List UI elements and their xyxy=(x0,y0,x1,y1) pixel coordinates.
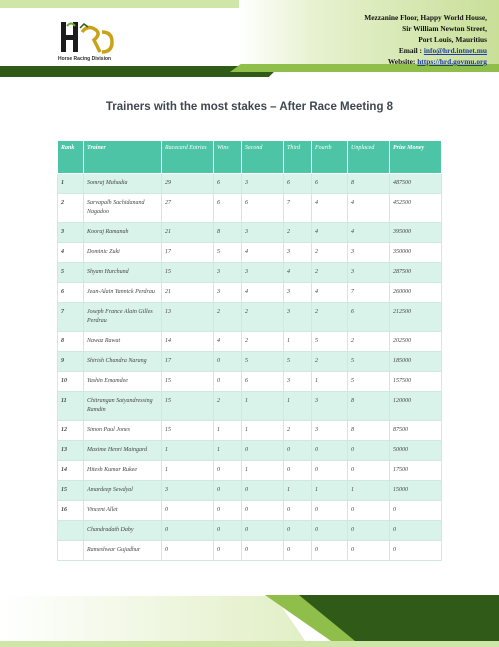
website-line xyxy=(364,56,487,67)
cell-prize-money: 202500 xyxy=(390,332,442,352)
cell-second: 6 xyxy=(242,372,284,392)
cell-trainer: Jean-Alain Yannick Perdrau xyxy=(84,283,162,303)
cell-racecard-entries: 17 xyxy=(162,243,214,263)
cell-unplaced: 2 xyxy=(348,332,390,352)
cell-third: 1 xyxy=(284,392,312,421)
cell-wins: 5 xyxy=(214,243,242,263)
cell-fourth: 6 xyxy=(312,174,348,194)
cell-prize-money: 0 xyxy=(390,541,442,561)
table-row xyxy=(58,441,442,461)
cell-third: 2 xyxy=(284,223,312,243)
cell-third: 6 xyxy=(284,174,312,194)
cell-fourth: 2 xyxy=(312,263,348,283)
cell-third: 1 xyxy=(284,481,312,501)
trainers-table xyxy=(57,140,442,561)
cell-third: 7 xyxy=(284,194,312,223)
cell-rank: 14 xyxy=(58,461,84,481)
cell-unplaced: 3 xyxy=(348,243,390,263)
table-row xyxy=(58,481,442,501)
cell-rank xyxy=(58,521,84,541)
cell-trainer: Amardeep Sewdyal xyxy=(84,481,162,501)
cell-fourth: 0 xyxy=(312,521,348,541)
cell-rank: 12 xyxy=(58,421,84,441)
cell-trainer: Maxime Henri Maingard xyxy=(84,441,162,461)
cell-second: 4 xyxy=(242,283,284,303)
cell-third: 0 xyxy=(284,541,312,561)
table-row xyxy=(58,283,442,303)
cell-rank: 1 xyxy=(58,174,84,194)
cell-racecard-entries: 3 xyxy=(162,481,214,501)
cell-prize-money: 452500 xyxy=(390,194,442,223)
cell-racecard-entries: 17 xyxy=(162,352,214,372)
cell-rank: 3 xyxy=(58,223,84,243)
cell-prize-money: 350000 xyxy=(390,243,442,263)
cell-prize-money: 0 xyxy=(390,501,442,521)
cell-third: 5 xyxy=(284,352,312,372)
cell-third: 3 xyxy=(284,372,312,392)
col-header-fourth: Fourth xyxy=(312,141,348,174)
cell-fourth: 4 xyxy=(312,283,348,303)
cell-third: 1 xyxy=(284,332,312,352)
cell-third: 4 xyxy=(284,263,312,283)
cell-prize-money: 87500 xyxy=(390,421,442,441)
cell-trainer: Somraj Mahadia xyxy=(84,174,162,194)
cell-unplaced: 5 xyxy=(348,352,390,372)
cell-rank xyxy=(58,541,84,561)
cell-third: 3 xyxy=(284,243,312,263)
cell-wins: 1 xyxy=(214,421,242,441)
cell-trainer: Sarvapalh Sachidanand Nagadoo xyxy=(84,194,162,223)
cell-fourth: 5 xyxy=(312,332,348,352)
cell-racecard-entries: 0 xyxy=(162,541,214,561)
cell-second: 0 xyxy=(242,481,284,501)
website-label: Website: xyxy=(387,57,418,66)
cell-fourth: 3 xyxy=(312,421,348,441)
table-row xyxy=(58,372,442,392)
table-row xyxy=(58,303,442,332)
cell-rank: 4 xyxy=(58,243,84,263)
cell-wins: 8 xyxy=(214,223,242,243)
table-row xyxy=(58,501,442,521)
address-line-2: Sir William Newton Street, xyxy=(402,24,487,33)
cell-third: 0 xyxy=(284,501,312,521)
cell-fourth: 0 xyxy=(312,441,348,461)
cell-fourth: 1 xyxy=(312,372,348,392)
cell-wins: 3 xyxy=(214,283,242,303)
cell-rank: 2 xyxy=(58,194,84,223)
table-row xyxy=(58,223,442,243)
cell-prize-money: 157500 xyxy=(390,372,442,392)
cell-trainer: Dominic Zuki xyxy=(84,243,162,263)
cell-wins: 2 xyxy=(214,303,242,332)
cell-second: 3 xyxy=(242,263,284,283)
cell-unplaced: 6 xyxy=(348,303,390,332)
col-header-third: Third xyxy=(284,141,312,174)
cell-prize-money: 260000 xyxy=(390,283,442,303)
table-row xyxy=(58,263,442,283)
cell-rank: 8 xyxy=(58,332,84,352)
cell-trainer: Joseph France Alain Gilles Perdrau xyxy=(84,303,162,332)
cell-unplaced: 8 xyxy=(348,174,390,194)
table-row xyxy=(58,194,442,223)
cell-second: 0 xyxy=(242,541,284,561)
cell-rank: 5 xyxy=(58,263,84,283)
cell-prize-money: 17500 xyxy=(390,461,442,481)
cell-rank: 10 xyxy=(58,372,84,392)
cell-fourth: 4 xyxy=(312,194,348,223)
cell-second: 1 xyxy=(242,392,284,421)
cell-unplaced: 0 xyxy=(348,541,390,561)
cell-second: 0 xyxy=(242,441,284,461)
cell-racecard-entries: 13 xyxy=(162,303,214,332)
cell-fourth: 0 xyxy=(312,501,348,521)
cell-racecard-entries: 0 xyxy=(162,501,214,521)
cell-third: 2 xyxy=(284,421,312,441)
cell-wins: 0 xyxy=(214,481,242,501)
cell-wins: 0 xyxy=(214,352,242,372)
table-row xyxy=(58,243,442,263)
logo-caption: Horse Racing Division xyxy=(58,56,112,62)
cell-second: 0 xyxy=(242,521,284,541)
email-label: Email : xyxy=(398,46,424,55)
cell-racecard-entries: 15 xyxy=(162,263,214,283)
cell-racecard-entries: 29 xyxy=(162,174,214,194)
email-line xyxy=(364,45,487,56)
col-header-wins: Wins xyxy=(214,141,242,174)
cell-trainer: Shirish Chandra Narang xyxy=(84,352,162,372)
cell-rank: 6 xyxy=(58,283,84,303)
cell-unplaced: 0 xyxy=(348,501,390,521)
cell-wins: 3 xyxy=(214,263,242,283)
cell-fourth: 2 xyxy=(312,352,348,372)
table-row xyxy=(58,421,442,441)
address-line-1: Mezzanine Floor, Happy World House, xyxy=(364,13,487,22)
table-row xyxy=(58,174,442,194)
cell-racecard-entries: 15 xyxy=(162,372,214,392)
cell-fourth: 1 xyxy=(312,481,348,501)
cell-unplaced: 5 xyxy=(348,372,390,392)
cell-unplaced: 0 xyxy=(348,441,390,461)
col-header-rank: Rank xyxy=(58,141,84,174)
cell-prize-money: 212500 xyxy=(390,303,442,332)
cell-prize-money: 15000 xyxy=(390,481,442,501)
cell-second: 5 xyxy=(242,352,284,372)
cell-trainer: Shyam Hurchund xyxy=(84,263,162,283)
cell-trainer: Kooraj Ramanah xyxy=(84,223,162,243)
cell-rank: 15 xyxy=(58,481,84,501)
cell-wins: 0 xyxy=(214,461,242,481)
cell-racecard-entries: 14 xyxy=(162,332,214,352)
cell-fourth: 4 xyxy=(312,223,348,243)
address-block xyxy=(364,12,487,67)
table-row xyxy=(58,521,442,541)
cell-wins: 4 xyxy=(214,332,242,352)
col-header-trainer: Trainer xyxy=(84,141,162,174)
address-line-3: Port Louis, Mauritius xyxy=(418,35,487,44)
cell-second: 4 xyxy=(242,243,284,263)
cell-rank: 16 xyxy=(58,501,84,521)
cell-wins: 0 xyxy=(214,521,242,541)
cell-wins: 6 xyxy=(214,174,242,194)
cell-racecard-entries: 1 xyxy=(162,461,214,481)
cell-unplaced: 0 xyxy=(348,521,390,541)
cell-prize-money: 487500 xyxy=(390,174,442,194)
cell-racecard-entries: 21 xyxy=(162,283,214,303)
cell-fourth: 3 xyxy=(312,392,348,421)
cell-rank: 9 xyxy=(58,352,84,372)
cell-third: 0 xyxy=(284,441,312,461)
cell-rank: 7 xyxy=(58,303,84,332)
cell-fourth: 0 xyxy=(312,461,348,481)
cell-wins: 0 xyxy=(214,501,242,521)
cell-trainer: Vincent Allet xyxy=(84,501,162,521)
cell-unplaced: 7 xyxy=(348,283,390,303)
cell-racecard-entries: 0 xyxy=(162,521,214,541)
cell-trainer: Rameshwar Gujadhur xyxy=(84,541,162,561)
cell-trainer: Simon Paul Jones xyxy=(84,421,162,441)
cell-second: 3 xyxy=(242,223,284,243)
cell-prize-money: 0 xyxy=(390,521,442,541)
cell-second: 3 xyxy=(242,174,284,194)
page-title: Trainers with the most stakes – After Race Meeting 8 xyxy=(105,101,394,113)
cell-fourth: 2 xyxy=(312,303,348,332)
website-link[interactable]: https://hrd.govmu.org xyxy=(417,57,487,66)
cell-second: 2 xyxy=(242,303,284,332)
cell-racecard-entries: 15 xyxy=(162,392,214,421)
table-row xyxy=(58,332,442,352)
email-link[interactable]: info@hrd.intnet.mu xyxy=(423,46,487,55)
cell-second: 2 xyxy=(242,332,284,352)
cell-racecard-entries: 1 xyxy=(162,441,214,461)
cell-second: 1 xyxy=(242,461,284,481)
cell-prize-money: 395000 xyxy=(390,223,442,243)
cell-second: 0 xyxy=(242,501,284,521)
cell-racecard-entries: 27 xyxy=(162,194,214,223)
cell-unplaced: 0 xyxy=(348,461,390,481)
table-row xyxy=(58,392,442,421)
table-row xyxy=(58,541,442,561)
cell-third: 3 xyxy=(284,283,312,303)
cell-second: 6 xyxy=(242,194,284,223)
cell-racecard-entries: 15 xyxy=(162,421,214,441)
footer-stripe-light xyxy=(0,641,499,647)
col-header-racecard-entries: Racecard Entries xyxy=(162,141,214,174)
cell-fourth: 2 xyxy=(312,243,348,263)
table-header-row xyxy=(58,141,442,174)
cell-racecard-entries: 21 xyxy=(162,223,214,243)
col-header-prize-money: Prize Money xyxy=(390,141,442,174)
cell-wins: 2 xyxy=(214,392,242,421)
cell-unplaced: 8 xyxy=(348,421,390,441)
cell-unplaced: 1 xyxy=(348,481,390,501)
cell-unplaced: 4 xyxy=(348,194,390,223)
cell-third: 0 xyxy=(284,521,312,541)
col-header-unplaced: Unplaced xyxy=(348,141,390,174)
cell-wins: 0 xyxy=(214,541,242,561)
col-header-second: Second xyxy=(242,141,284,174)
cell-third: 3 xyxy=(284,303,312,332)
cell-prize-money: 287500 xyxy=(390,263,442,283)
table-row xyxy=(58,461,442,481)
cell-unplaced: 3 xyxy=(348,263,390,283)
cell-fourth: 0 xyxy=(312,541,348,561)
table-row xyxy=(58,352,442,372)
cell-unplaced: 4 xyxy=(348,223,390,243)
cell-trainer: Chandradath Daby xyxy=(84,521,162,541)
cell-second: 1 xyxy=(242,421,284,441)
cell-third: 0 xyxy=(284,461,312,481)
cell-wins: 6 xyxy=(214,194,242,223)
cell-wins: 0 xyxy=(214,372,242,392)
cell-prize-money: 120000 xyxy=(390,392,442,421)
cell-prize-money: 50000 xyxy=(390,441,442,461)
cell-trainer: Nawaz Rawat xyxy=(84,332,162,352)
cell-trainer: Chitrangan Satyandressing Ramdin xyxy=(84,392,162,421)
cell-rank: 11 xyxy=(58,392,84,421)
cell-trainer: Hitesh Kumar Rukee xyxy=(84,461,162,481)
cell-trainer: Yashin Emamdee xyxy=(84,372,162,392)
cell-wins: 1 xyxy=(214,441,242,461)
cell-rank: 13 xyxy=(58,441,84,461)
cell-unplaced: 8 xyxy=(348,392,390,421)
cell-prize-money: 185000 xyxy=(390,352,442,372)
